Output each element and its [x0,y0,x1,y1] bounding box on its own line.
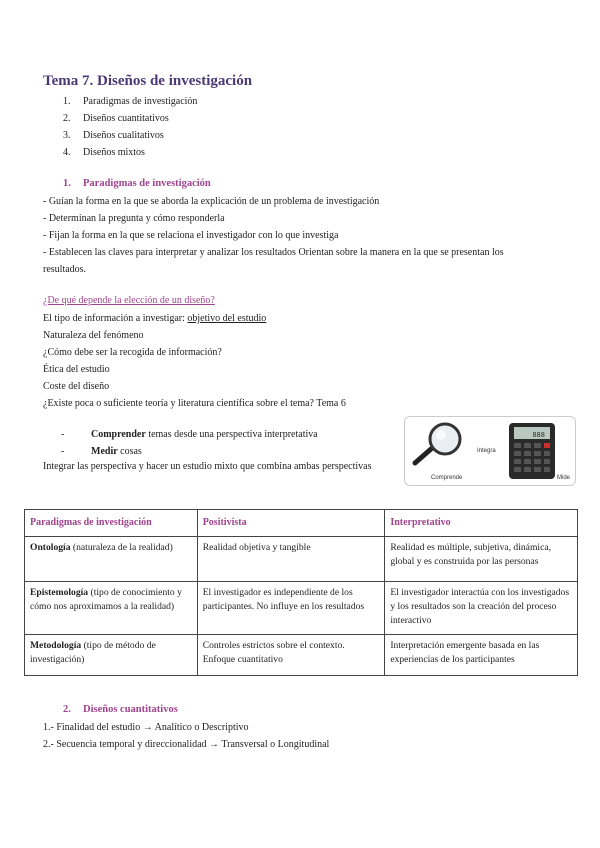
text-line: - Guían la forma en la que se aborda la explicación de un problema de investigación [43,196,380,207]
section1-body [43,193,543,278]
magnifier-calculator-image [405,417,575,485]
objective-link: objetivo del estudio [187,313,267,324]
table-cell: Interpretación emergente basada en las experiencias de los participantes [385,635,578,676]
text-line: Naturaleza del fenómeno [43,330,144,341]
bullet-item: - Comprender temas desde una perspectiva interpretativa [61,429,318,440]
question-title: ¿De qué depende la elección de un diseño? [43,295,215,306]
text-line: Ética del estudio [43,364,110,375]
question-body [43,310,403,412]
calculator-display: 888 [532,431,545,439]
text-line: Coste del diseño [43,381,110,392]
integrar-line: Integrar las perspectiva y hacer un estudio mixto que combina ambas perspectivas [43,461,372,472]
text-line: ¿Cómo debe ser la recogida de información? [43,347,222,358]
text-line: - Establecen las claves para interpretar y analizar los resultados Orientan sobre la manera en la que se presentan los [43,247,504,258]
toc-item: 1. Paradigmas de investigación [63,96,198,107]
text-line: 1.- Finalidad del estudio → Analítico o Descriptivo [43,722,249,733]
table-row [25,635,578,676]
text-line: - Fijan la forma en la que se relaciona el investigador con lo que investiga [43,230,339,241]
table-cell: Metodología (tipo de método de investigación) [25,635,198,676]
table-cell: El investigador interactúa con los investigados y los resultados son la creación del proceso interactivo [385,582,578,635]
bullet-item: - Medir cosas [61,446,142,457]
table-cell: Realidad es múltiple, subjetiva, dinámica, global y es construida por las personas [385,537,578,582]
label-integra: Integra [477,448,496,454]
table-cell: Epistemología (tipo de conocimiento y cómo nos aproximamos a la realidad) [25,582,198,635]
text-line: resultados. [43,264,87,275]
text-line: ¿Existe poca o suficiente teoría y literatura científica sobre el tema? Tema 6 [43,398,346,409]
page-title: Tema 7. Diseños de investigación [43,73,253,89]
table-row [25,582,578,635]
table-cell: Ontología (naturaleza de la realidad) [25,537,198,582]
table-of-contents [63,93,197,161]
header-cell: Positivista [197,510,385,537]
table-cell: El investigador es independiente de los participantes. No influye en los resultados [197,582,385,635]
paradigms-table [24,509,578,676]
header-cell: Interpretativo [385,510,578,537]
section2-heading: 2. Diseños cuantitativos [63,704,178,715]
label-mide: Mide [557,475,571,481]
toc-item: 4. Diseños mixtos [63,147,145,158]
toc-item: 2. Diseños cuantitativos [63,113,169,124]
table-cell: Realidad objetiva y tangible [197,537,385,582]
calculator-icon [509,423,555,479]
table-row [25,537,578,582]
text-line: - Determinan la pregunta y cómo responderla [43,213,225,224]
magnifier-icon [415,424,460,463]
table-cell: Controles estrictos sobre el contexto. Enfoque cuantitativo [197,635,385,676]
illustration [404,416,576,486]
label-comprende: Comprende [431,475,463,481]
section1-heading: 1. Paradigmas de investigación [63,178,211,189]
text-line: El tipo de información a investigar: objetivo del estudio [43,313,267,324]
table-header-row [25,510,578,537]
section2-body [43,719,329,753]
header-cell: Paradigmas de investigación [25,510,198,537]
bullet-list [61,426,318,460]
toc-item: 3. Diseños cualitativos [63,130,164,141]
text-line: 2.- Secuencia temporal y direccionalidad → Transversal o Longitudinal [43,739,330,750]
